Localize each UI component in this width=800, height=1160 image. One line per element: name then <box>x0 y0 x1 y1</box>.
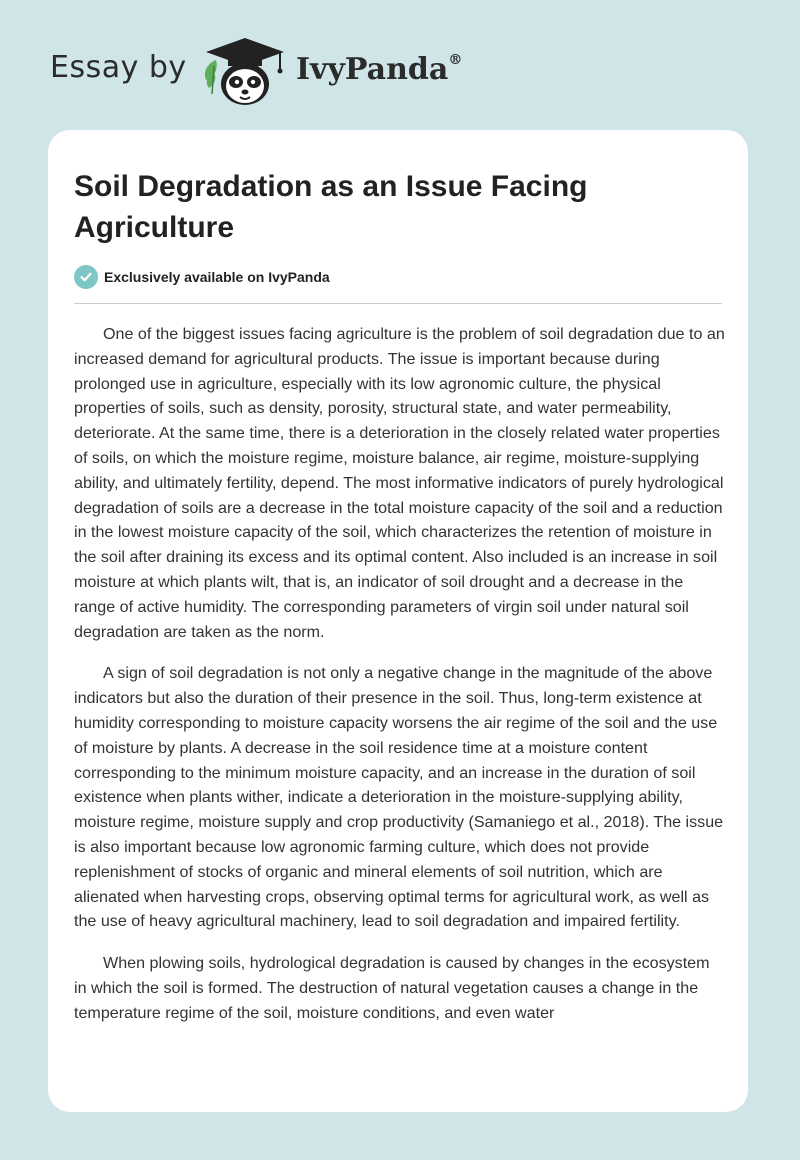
check-circle-icon <box>74 265 98 289</box>
registered-mark: ® <box>448 52 463 68</box>
brand-name-text: IvyPanda <box>296 52 449 87</box>
essay-by-label: Essay by <box>50 50 187 85</box>
essay-title: Soil Degradation as an Issue Facing Agriculture <box>74 170 588 244</box>
essay-card <box>48 130 748 1112</box>
brand-name[interactable] <box>296 52 462 87</box>
exclusive-badge <box>74 264 330 290</box>
essay-body <box>74 322 726 1043</box>
paragraph-1: One of the biggest issues facing agriculture is the problem of soil degradation due to an increased demand for agricultural products. The issue is important because during prolonged use in agriculture, especially with its low agronomic culture, the physical properties of soils, such as density, porosity, structural state, and water permeability, deteriorate. At the same time, there is a deterioration in the closely related water properties of soils, on which the moisture regime, moisture balance, air regime, moisture-supplying ability, and ultimately fertility, depend. The most informative indicators of purely hydrological degradation of soils are a decrease in the total moisture capacity of the soil and a reduction in the lowest moisture capacity of the soil, which characterizes the retention of moisture in the soil after draining its excess and its optimal content. Also included is an increase in soil moisture at which plants wilt, that is, an indicator of soil drought and a decrease in the range of active humidity. The corresponding parameters of virgin soil under natural soil degradation are taken as the norm. <box>74 325 725 641</box>
panda-graduate-logo-icon[interactable] <box>200 36 290 108</box>
paragraph-3: When plowing soils, hydrological degradation is caused by changes in the ecosystem in which the soil is formed. The destruction of natural vegetation causes a change in the temperature regime of the soil, moisture conditions, and even water <box>74 954 710 1022</box>
site-header <box>0 0 800 120</box>
title-divider <box>74 303 722 304</box>
exclusive-label: Exclusively available on IvyPanda <box>104 269 330 285</box>
paragraph-2: A sign of soil degradation is not only a negative change in the magnitude of the above indicators but also the duration of their presence in the soil. Thus, long-term existence at humidity corresponding to moisture capacity worsens the air regime of the soil and the use of moisture by plants. A decrease in the soil residence time at a moisture content corresponding to the minimum moisture capacity, and an increase in the duration of soil existence when plants wither, indicate a deterioration in the moisture-supplying ability, moisture regime, moisture supply and crop productivity (Samaniego et al., 2018). The issue is also important because low agronomic farming culture, which does not provide replenishment of stocks of organic and mineral elements of soil nutrition, which are alienated when harvesting crops, observing optimal terms for agricultural work, as well as the use of heavy agricultural machinery, lead to soil degradation and impaired fertility. <box>74 664 724 931</box>
